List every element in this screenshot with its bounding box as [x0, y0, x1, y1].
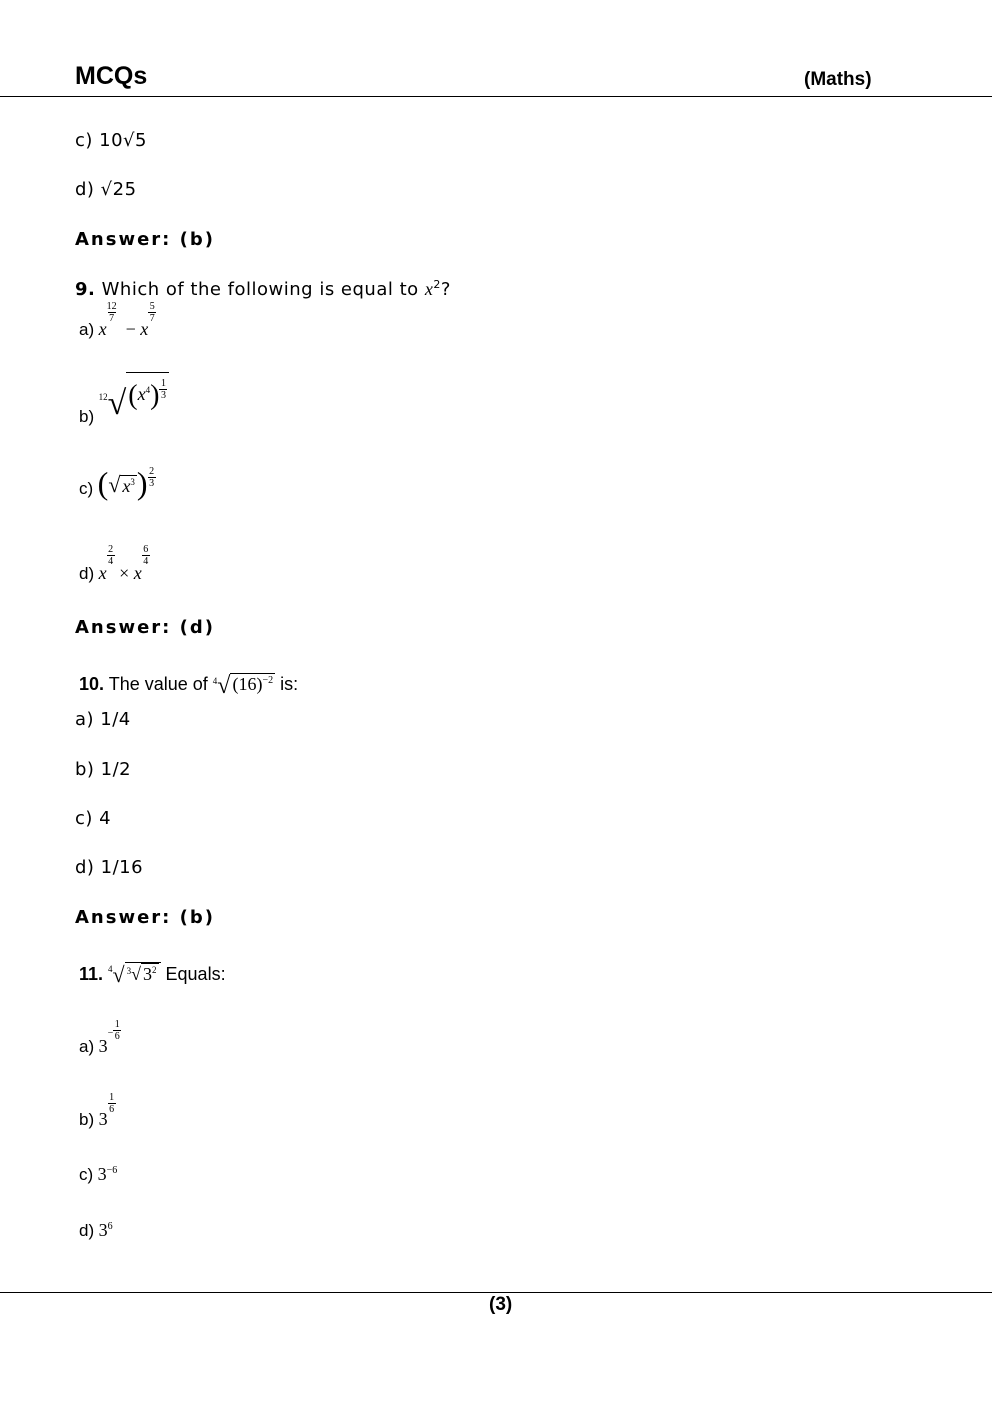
footer-rule [0, 1292, 992, 1293]
q9-option-d: d) x $\frac{2}{4}$ × x $\frac{6}{4}$ [79, 544, 149, 583]
q9-text: Which of the following is equal to [101, 279, 425, 300]
q11-number: 11. [79, 964, 104, 984]
page-number: (3) [489, 1294, 513, 1315]
q10-option-c: c) 4 [75, 808, 112, 829]
q9-end: ? [440, 279, 451, 300]
q9-option-d-label: d) [79, 564, 95, 583]
q9-option-a: a) x $\frac{12}{7}$ − x $\frac{5}{7}$ [79, 301, 155, 339]
q10-option-b: b) 1/2 [75, 759, 132, 780]
q9-option-c-label: c) [79, 479, 94, 498]
q8-option-d: d) √25 [75, 179, 137, 200]
q11-option-d: d) $3^6$ [79, 1220, 113, 1240]
q11-option-c-label: c) [79, 1165, 94, 1184]
q9-power: 2 [433, 278, 441, 291]
q11-option-b: b) 3 $\frac{1}{6}$ [79, 1092, 115, 1129]
q9-option-b-label: b) [79, 407, 95, 426]
q9-question [75, 278, 451, 300]
q11-option-c: c) $3^{-6}$ [79, 1164, 118, 1184]
subject-label: (Maths) [804, 69, 872, 90]
q9-number: 9. [75, 279, 96, 300]
q11-option-d-label: d) [79, 1221, 95, 1240]
q11-option-a-label: a) [79, 1037, 95, 1056]
q10-option-a: a) 1/4 [75, 709, 131, 730]
q8-answer: Answer: (b) [75, 229, 215, 250]
q9-answer: Answer: (d) [75, 617, 215, 638]
q9-option-b: b) $12√(x^4)$ $\frac{1}{3}$ [79, 372, 169, 427]
q11-option-a: a) 3− $\frac{1}{6}$ [79, 1019, 120, 1056]
document-title: MCQs [75, 62, 148, 90]
q10-text-before: The value of [108, 674, 208, 694]
q10-option-d: d) 1/16 [75, 857, 144, 878]
header-rule [0, 96, 992, 97]
q11-text-after: Equals: [165, 964, 226, 984]
q10-question: 10. The value of $^4$√ $(16)^{-2}$ is: [79, 673, 299, 699]
q10-text-after: is: [280, 674, 299, 694]
q11-option-b-label: b) [79, 1110, 95, 1129]
q9-option-c: c) (√ $x^3$) $\frac{2}{3}$ [79, 465, 155, 501]
q9-option-a-label: a) [79, 320, 95, 339]
q10-answer: Answer: (b) [75, 907, 215, 928]
q9-var: x [424, 279, 434, 299]
q10-number: 10. [79, 674, 105, 694]
q11-question: 11. $^4$√ $^3$√ $3^2$ Equals: [79, 962, 226, 987]
q8-option-c: c) 10√5 [75, 130, 147, 151]
